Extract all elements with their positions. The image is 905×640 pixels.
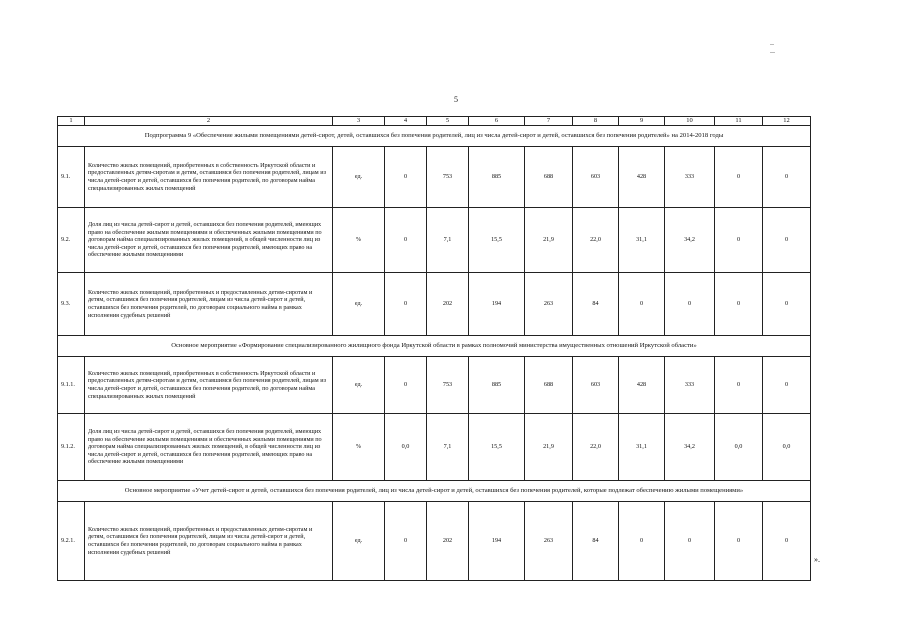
value-cell: 0 bbox=[665, 502, 715, 581]
column-header: 4 bbox=[385, 117, 427, 126]
value-cell: 753 bbox=[427, 147, 469, 208]
value-cell: 0 bbox=[385, 502, 427, 581]
column-number-row bbox=[58, 117, 811, 126]
value-cell: 194 bbox=[469, 273, 525, 336]
table-row bbox=[58, 273, 811, 336]
table-row bbox=[58, 208, 811, 273]
unit-cell: ед. bbox=[333, 273, 385, 336]
value-cell: 0 bbox=[763, 357, 811, 414]
value-cell: 885 bbox=[469, 147, 525, 208]
value-cell: 688 bbox=[525, 357, 573, 414]
value-cell: 84 bbox=[573, 273, 619, 336]
row-number: 9.1. bbox=[58, 147, 85, 208]
column-header: 1 bbox=[58, 117, 85, 126]
value-cell: 15,5 bbox=[469, 208, 525, 273]
value-cell: 0 bbox=[763, 273, 811, 336]
indicator-name: Доля лиц из числа детей-сирот и детей, оставшихся без попечения родителей, имеющих право на обеспечение жилыми помещениями и обеспеченных жилыми помещениями по договорам найма специализированных жилых помещений, в общей численности лиц из числа детей-сирот и детей, оставшихся без попечения родителей, имеющих право на обеспечение жилыми помещениями bbox=[85, 208, 333, 273]
value-cell: 0 bbox=[763, 502, 811, 581]
value-cell: 0,0 bbox=[763, 414, 811, 481]
value-cell: 22,0 bbox=[573, 414, 619, 481]
value-cell: 753 bbox=[427, 357, 469, 414]
section-title: Основное мероприятие «Учет детей-сирот и детей, оставшихся без попечения родителей, лиц из числа детей-сирот и детей, оставшихся без попечения родителей, которые подлежат обеспечению жилыми помещениями» bbox=[58, 481, 811, 502]
column-header: 10 bbox=[665, 117, 715, 126]
section-row bbox=[58, 336, 811, 357]
value-cell: 22,0 bbox=[573, 208, 619, 273]
value-cell: 428 bbox=[619, 147, 665, 208]
value-cell: 0 bbox=[385, 357, 427, 414]
value-cell: 21,9 bbox=[525, 208, 573, 273]
value-cell: 7,1 bbox=[427, 414, 469, 481]
value-cell: 7,1 bbox=[427, 208, 469, 273]
closing-mark: ». bbox=[814, 555, 820, 564]
indicator-name: Доля лиц из числа детей-сирот и детей, оставшихся без попечения родителей, имеющих право на обеспечение жилыми помещениями и обеспеченных жилыми помещениями по договорам найма специализированных жилых помещений, в общей численности лиц из числа детей-сирот и детей, оставшихся без попечения родителей, имеющих право на обеспечение жилыми помещениями bbox=[85, 414, 333, 481]
page-number: 5 bbox=[454, 95, 458, 104]
unit-cell: ед. bbox=[333, 502, 385, 581]
value-cell: 15,5 bbox=[469, 414, 525, 481]
column-header: 12 bbox=[763, 117, 811, 126]
value-cell: 0 bbox=[385, 147, 427, 208]
value-cell: 0 bbox=[715, 147, 763, 208]
row-number: 9.1.1. bbox=[58, 357, 85, 414]
column-header: 3 bbox=[333, 117, 385, 126]
value-cell: 428 bbox=[619, 357, 665, 414]
column-header: 6 bbox=[469, 117, 525, 126]
value-cell: 0,0 bbox=[715, 414, 763, 481]
value-cell: 263 bbox=[525, 502, 573, 581]
value-cell: 0 bbox=[385, 208, 427, 273]
value-cell: 0 bbox=[715, 502, 763, 581]
value-cell: 333 bbox=[665, 147, 715, 208]
table-row bbox=[58, 414, 811, 481]
value-cell: 688 bbox=[525, 147, 573, 208]
unit-cell: % bbox=[333, 414, 385, 481]
value-cell: 0 bbox=[763, 147, 811, 208]
row-number: 9.1.2. bbox=[58, 414, 85, 481]
value-cell: 21,9 bbox=[525, 414, 573, 481]
value-cell: 603 bbox=[573, 357, 619, 414]
value-cell: 202 bbox=[427, 502, 469, 581]
value-cell: 603 bbox=[573, 147, 619, 208]
column-header: 7 bbox=[525, 117, 573, 126]
indicator-name: Количество жилых помещений, приобретенных и предоставленных детям-сиротам и детям, оставшимся без попечения родителей, лицам из числа детей-сирот и детей, оставшихся без попечения родителей, по договорам социального найма в рамках исполнения судебных решений bbox=[85, 273, 333, 336]
indicator-name: Количество жилых помещений, приобретенных и предоставленных детям-сиротам и детям, оставшимся без попечения родителей, лицам из числа детей-сирот и детей, оставшихся без попечения родителей, по договорам социального найма в рамках исполнения судебных решений bbox=[85, 502, 333, 581]
column-header: 8 bbox=[573, 117, 619, 126]
indicator-name: Количество жилых помещений, приобретенных в собственность Иркутской области и предоставленных детям-сиротам и детям, оставшимся без попечения родителей, лицам из числа детей-сирот и детей, оставшихся без попечения родителей, по договорам найма специализированных жилых помещений bbox=[85, 147, 333, 208]
value-cell: 0 bbox=[715, 208, 763, 273]
row-number: 9.2. bbox=[58, 208, 85, 273]
value-cell: 31,1 bbox=[619, 208, 665, 273]
table-row bbox=[58, 357, 811, 414]
section-title: Подпрограмма 9 «Обеспечение жилыми помещениями детей-сирот, детей, оставшихся без попечения родителей, лиц из числа детей-сирот и детей, оставшихся без попечения родителей» на 2014-2018 годы bbox=[58, 126, 811, 147]
value-cell: 31,1 bbox=[619, 414, 665, 481]
value-cell: 263 bbox=[525, 273, 573, 336]
indicators-table bbox=[57, 116, 811, 581]
scan-mark bbox=[770, 44, 774, 45]
value-cell: 194 bbox=[469, 502, 525, 581]
value-cell: 0 bbox=[763, 208, 811, 273]
value-cell: 0 bbox=[619, 502, 665, 581]
value-cell: 34,2 bbox=[665, 414, 715, 481]
value-cell: 0 bbox=[385, 273, 427, 336]
row-number: 9.3. bbox=[58, 273, 85, 336]
indicator-name: Количество жилых помещений, приобретенных в собственность Иркутской области и предоставленных детям-сиротам и детям, оставшимся без попечения родителей, лицам из числа детей-сирот и детей, оставшихся без попечения родителей, по договорам найма специализированных жилых помещений bbox=[85, 357, 333, 414]
column-header: 5 bbox=[427, 117, 469, 126]
table-row bbox=[58, 147, 811, 208]
value-cell: 0,0 bbox=[385, 414, 427, 481]
value-cell: 0 bbox=[715, 357, 763, 414]
section-row bbox=[58, 126, 811, 147]
unit-cell: % bbox=[333, 208, 385, 273]
row-number: 9.2.1. bbox=[58, 502, 85, 581]
value-cell: 202 bbox=[427, 273, 469, 336]
column-header: 2 bbox=[85, 117, 333, 126]
value-cell: 885 bbox=[469, 357, 525, 414]
value-cell: 0 bbox=[715, 273, 763, 336]
value-cell: 0 bbox=[619, 273, 665, 336]
column-header: 9 bbox=[619, 117, 665, 126]
table-row bbox=[58, 502, 811, 581]
value-cell: 84 bbox=[573, 502, 619, 581]
section-title: Основное мероприятие «Формирование специализированного жилищного фонда Иркутской области в рамках полномочий министерства имущественных отношений Иркутской области» bbox=[58, 336, 811, 357]
value-cell: 333 bbox=[665, 357, 715, 414]
value-cell: 0 bbox=[665, 273, 715, 336]
unit-cell: ед. bbox=[333, 147, 385, 208]
column-header: 11 bbox=[715, 117, 763, 126]
unit-cell: ед. bbox=[333, 357, 385, 414]
value-cell: 34,2 bbox=[665, 208, 715, 273]
scan-mark bbox=[770, 52, 775, 53]
section-row bbox=[58, 481, 811, 502]
